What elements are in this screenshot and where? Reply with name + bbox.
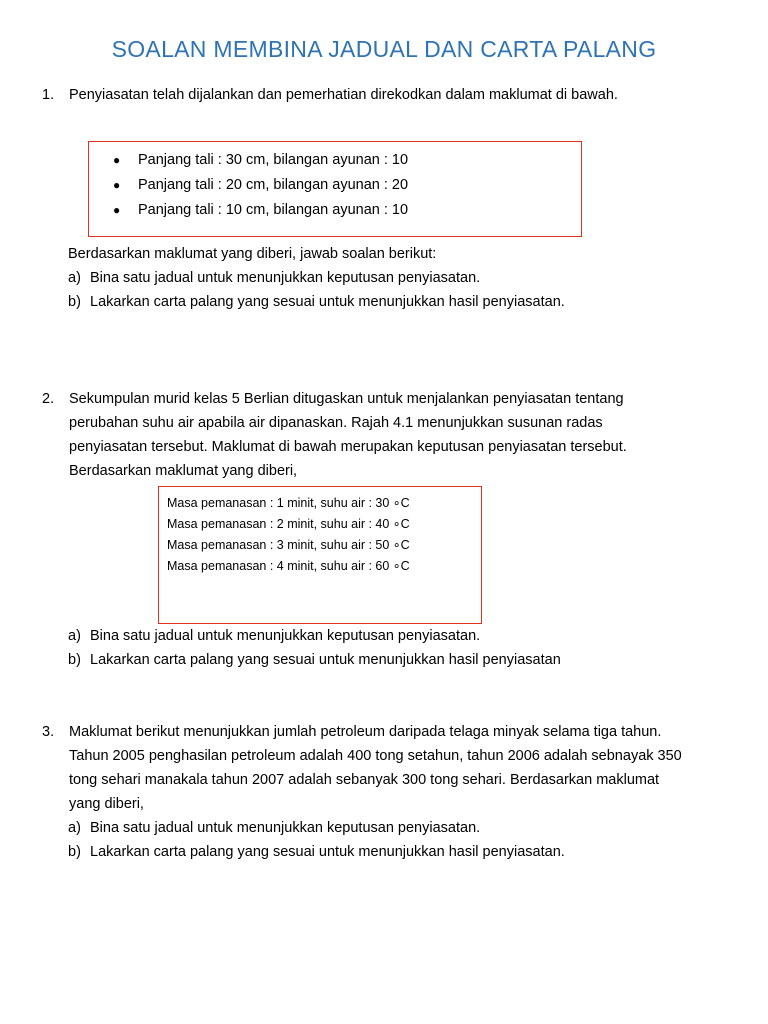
- question-2-info-box: [158, 486, 482, 624]
- question-1-number: 1.: [42, 87, 55, 103]
- list-item: ● Panjang tali : 10 cm, bilangan ayunan : 10: [113, 198, 408, 223]
- question-3-number: 3.: [42, 724, 55, 740]
- part-letter: a): [68, 270, 81, 286]
- question-3-part-a: [68, 816, 480, 840]
- page-title: SOALAN MEMBINA JADUAL DAN CARTA PALANG: [111, 36, 657, 62]
- question-1-info-box: [88, 141, 582, 237]
- part-text: Lakarkan carta palang yang sesuai untuk menunjukkan hasil penyiasatan.: [90, 844, 565, 860]
- part-text: Bina satu jadual untuk menunjukkan keputusan penyiasatan.: [90, 820, 481, 836]
- bullet-icon: ●: [113, 178, 121, 192]
- question-2-text: Sekumpulan murid kelas 5 Berlian ditugaskan untuk menjalankan penyiasatan tentang perubahan suhu air apabila air dipanaskan. Rajah 4.1 menunjukkan susunan radas penyiasatan tersebut. Maklumat di bawah merupakan keputusan penyiasatan tersebut. Berdasarkan maklumat yang diberi,: [69, 391, 627, 479]
- question-3-text: Maklumat berikut menunjukkan jumlah petroleum daripada telaga minyak selama tiga tahun. Tahun 2005 penghasilan petroleum adalah 400 tong setahun, tahun 2006 adalah sebnayak 350 tong sehari manakala tahun 2007 adalah sebanyak 300 tong sehari. Berdasarkan maklumat yang diberi,: [69, 724, 682, 812]
- part-letter: b): [68, 652, 81, 668]
- part-letter: a): [68, 820, 81, 836]
- list-item: ● Panjang tali : 20 cm, bilangan ayunan : 20: [113, 173, 408, 198]
- question-2-part-b: [68, 648, 561, 672]
- part-letter: b): [68, 844, 81, 860]
- bullet-icon: ●: [113, 203, 121, 217]
- question-1-intro: Berdasarkan maklumat yang diberi, jawab soalan berikut:: [68, 246, 437, 262]
- list-item: Masa pemanasan : 4 minit, suhu air : 60 ∘C: [167, 559, 410, 573]
- question-1-part-b: [68, 290, 565, 314]
- question-2-number: 2.: [42, 391, 55, 407]
- bullet-icon: ●: [113, 153, 121, 167]
- list-item: ● Panjang tali : 30 cm, bilangan ayunan : 10: [113, 148, 408, 173]
- part-text: Lakarkan carta palang yang sesuai untuk menunjukkan hasil penyiasatan: [90, 652, 561, 668]
- question-1-text: Penyiasatan telah dijalankan dan pemerhatian direkodkan dalam maklumat di bawah.: [69, 87, 618, 103]
- question-1: [42, 83, 722, 107]
- question-1-part-a: [68, 266, 480, 290]
- part-letter: a): [68, 628, 81, 644]
- list-item: Masa pemanasan : 2 minit, suhu air : 40 ∘C: [167, 517, 410, 531]
- question-3: [42, 720, 722, 816]
- list-item: Masa pemanasan : 3 minit, suhu air : 50 ∘C: [167, 538, 410, 552]
- question-1-bullet-list: [113, 148, 408, 223]
- list-item: Masa pemanasan : 1 minit, suhu air : 30 ∘C: [167, 496, 410, 510]
- question-2-part-a: [68, 624, 480, 648]
- part-text: Bina satu jadual untuk menunjukkan keputusan penyiasatan.: [90, 270, 481, 286]
- question-2: [42, 387, 722, 483]
- part-letter: b): [68, 294, 81, 310]
- question-3-part-b: [68, 840, 565, 864]
- part-text: Lakarkan carta palang yang sesuai untuk menunjukkan hasil penyiasatan.: [90, 294, 565, 310]
- part-text: Bina satu jadual untuk menunjukkan keputusan penyiasatan.: [90, 628, 481, 644]
